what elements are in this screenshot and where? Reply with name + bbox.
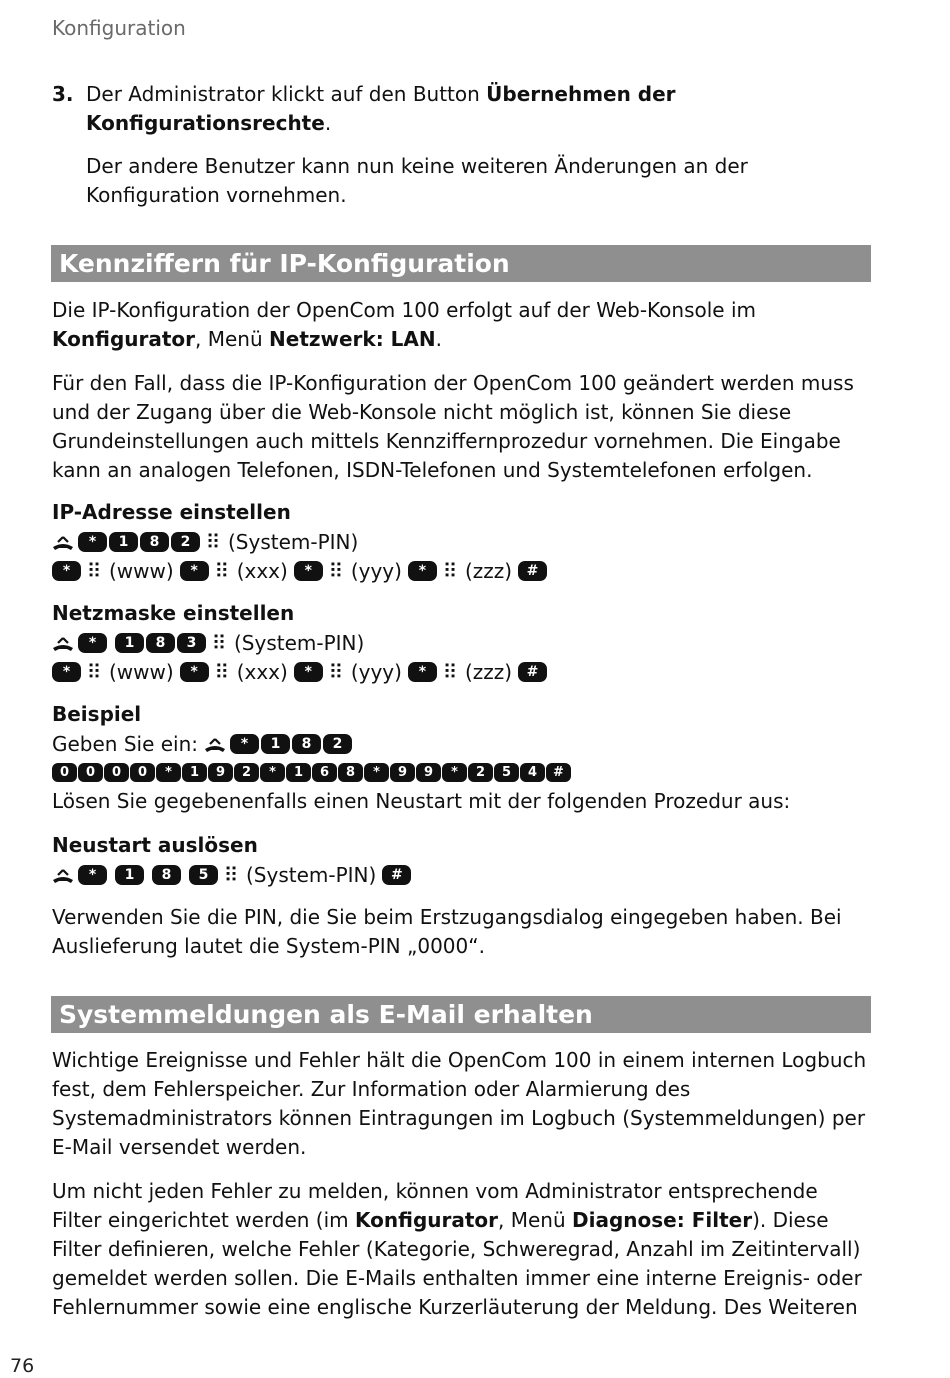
key-digit: 8 xyxy=(152,865,181,885)
example-title: Beispiel xyxy=(52,702,142,726)
key-star: * xyxy=(294,561,323,581)
email-paragraph-2: Um nicht jeden Fehler zu melden, können vom Administrator entsprechende Filter eingerichtet werden (im Konfigurator, Menü Diagnose: Filter). Diese Filter definieren, welche Fehler (Kategorie, Schweregrad, Anzahl im Zeitintervall) gemeldet werden sollen. Die E-Mails enthalten immer eine interne Ereignis- oder Fehlernummer sowie eine englische Kurzerläuterung der Meldung. Des Weiteren xyxy=(52,1179,862,1319)
key-digit: 6 xyxy=(312,763,337,782)
key-star: * xyxy=(294,662,323,682)
keypad-icon: ⠿ xyxy=(86,659,102,684)
key-digit: 0 xyxy=(130,763,155,782)
keypad-icon: ⠿ xyxy=(205,529,221,554)
key-digit: 5 xyxy=(494,763,519,782)
keypad-icon: ⠿ xyxy=(328,659,344,684)
running-header: Konfiguration xyxy=(52,16,186,40)
keypad-icon: ⠿ xyxy=(442,659,458,684)
keypad-icon: ⠿ xyxy=(214,659,230,684)
ip-address-line-1: * 1 8 2 ⠿ (System-PIN) xyxy=(52,527,872,556)
section-heading-ip: Kennziffern für IP-Konfiguration xyxy=(51,245,871,282)
ip-paragraph-2: Für den Fall, dass die IP-Konfiguration der OpenCom 100 geändert werden muss und der Zugang über die Web-Konsole nicht möglich ist, können Sie diese Grundeinstellungen auch mittels Kennziffernprozedur vornehmen. Die Eingabe kann an analogen Telefonen, ISDN-Telefonen und Systemtelefonen erfolgen. xyxy=(52,371,854,482)
key-star: * xyxy=(78,865,107,885)
key-star: * xyxy=(364,763,389,782)
key-digit: 1 xyxy=(261,734,290,754)
key-hash: # xyxy=(518,561,547,581)
email-section-body xyxy=(52,1046,872,1322)
step-3 xyxy=(52,80,852,210)
example-line-1: Geben Sie ein: * 1 8 2 xyxy=(52,729,872,758)
key-digit: 1 xyxy=(286,763,311,782)
netmask-title: Netzmaske einstellen xyxy=(52,601,295,625)
ip-address-line-2: * ⠿ (www) * ⠿ (xxx) * ⠿ (yyy) * ⠿ (zzz) # xyxy=(52,556,872,585)
step-number: 3. xyxy=(52,82,74,106)
example xyxy=(52,700,872,816)
key-digit: 8 xyxy=(140,532,169,552)
ip-address-procedure xyxy=(52,498,872,585)
key-digit: 9 xyxy=(416,763,441,782)
netmask-line-1: * 1 8 3 ⠿ (System-PIN) xyxy=(52,628,872,657)
key-digit: 1 xyxy=(109,532,138,552)
key-digit: 3 xyxy=(177,633,206,653)
key-digit: 4 xyxy=(520,763,545,782)
key-star: * xyxy=(442,763,467,782)
handset-lift-icon xyxy=(52,632,74,654)
key-digit: 1 xyxy=(182,763,207,782)
netmask-procedure xyxy=(52,599,872,686)
keypad-icon: ⠿ xyxy=(211,630,227,655)
key-star: * xyxy=(78,633,107,653)
key-digit: 8 xyxy=(292,734,321,754)
handset-lift-icon xyxy=(52,531,74,553)
key-star: * xyxy=(78,532,107,552)
ip-intro xyxy=(52,296,872,485)
key-digit: 0 xyxy=(104,763,129,782)
button-name: Übernehmen der Konfigurationsrechte xyxy=(86,82,676,135)
key-digit: 2 xyxy=(234,763,259,782)
email-paragraph-1: Wichtige Ereignisse und Fehler hält die OpenCom 100 in einem internen Logbuch fest, dem Fehlerspeicher. Zur Information oder Alarmierung des Systemadministrators können Eintragungen im Logbuch (Systemmeldungen) per E-Mail versendet werden. xyxy=(52,1048,867,1159)
key-star: * xyxy=(230,734,259,754)
keypad-icon: ⠿ xyxy=(223,862,239,887)
key-hash: # xyxy=(382,865,411,885)
keypad-icon: ⠿ xyxy=(214,558,230,583)
section-heading-email: Systemmeldungen als E-Mail erhalten xyxy=(51,996,871,1033)
key-digit: 2 xyxy=(323,734,352,754)
keypad-icon: ⠿ xyxy=(328,558,344,583)
example-sequence xyxy=(52,758,872,787)
restart-hint: Lösen Sie gegebenenfalls einen Neustart mit der folgenden Prozedur aus: xyxy=(52,789,791,813)
key-digit: 9 xyxy=(390,763,415,782)
key-hash: # xyxy=(518,662,547,682)
key-digit: 9 xyxy=(208,763,233,782)
key-star: * xyxy=(180,662,209,682)
key-star: * xyxy=(52,662,81,682)
key-digit: 2 xyxy=(468,763,493,782)
handset-lift-icon xyxy=(52,864,74,886)
restart-procedure xyxy=(52,831,872,961)
ip-paragraph-1: Die IP-Konfiguration der OpenCom 100 erfolgt auf der Web-Konsole im Konfigurator, Menü Netzwerk: LAN. xyxy=(52,298,757,351)
key-star: * xyxy=(180,561,209,581)
key-star: * xyxy=(408,662,437,682)
keypad-icon: ⠿ xyxy=(442,558,458,583)
step-note: Der andere Benutzer kann nun keine weiteren Änderungen an der Konfiguration vornehmen. xyxy=(86,154,748,207)
key-star: * xyxy=(52,561,81,581)
handset-lift-icon xyxy=(204,733,226,755)
key-star: * xyxy=(408,561,437,581)
ip-address-title: IP-Adresse einstellen xyxy=(52,500,291,524)
key-digit: 8 xyxy=(338,763,363,782)
key-digit: 1 xyxy=(115,633,144,653)
step-text: Der Administrator klickt auf den Button Übernehmen der Konfigurationsrechte. xyxy=(86,82,676,135)
key-digit: 2 xyxy=(171,532,200,552)
key-digit: 0 xyxy=(78,763,103,782)
key-digit: 5 xyxy=(189,865,218,885)
restart-line: * 1 8 5 ⠿ (System-PIN) # xyxy=(52,860,872,889)
key-star: * xyxy=(156,763,181,782)
key-digit: 0 xyxy=(52,763,77,782)
key-hash: # xyxy=(546,763,571,782)
pin-note: Verwenden Sie die PIN, die Sie beim Erstzugangsdialog eingegeben haben. Bei Auslieferung lautet die System-PIN „0000“. xyxy=(52,905,842,958)
restart-title: Neustart auslösen xyxy=(52,833,258,857)
key-star: * xyxy=(260,763,285,782)
netmask-line-2: * ⠿ (www) * ⠿ (xxx) * ⠿ (yyy) * ⠿ (zzz) # xyxy=(52,657,872,686)
page-number: 76 xyxy=(10,1355,35,1377)
key-digit: 8 xyxy=(146,633,175,653)
key-digit: 1 xyxy=(115,865,144,885)
keypad-icon: ⠿ xyxy=(86,558,102,583)
